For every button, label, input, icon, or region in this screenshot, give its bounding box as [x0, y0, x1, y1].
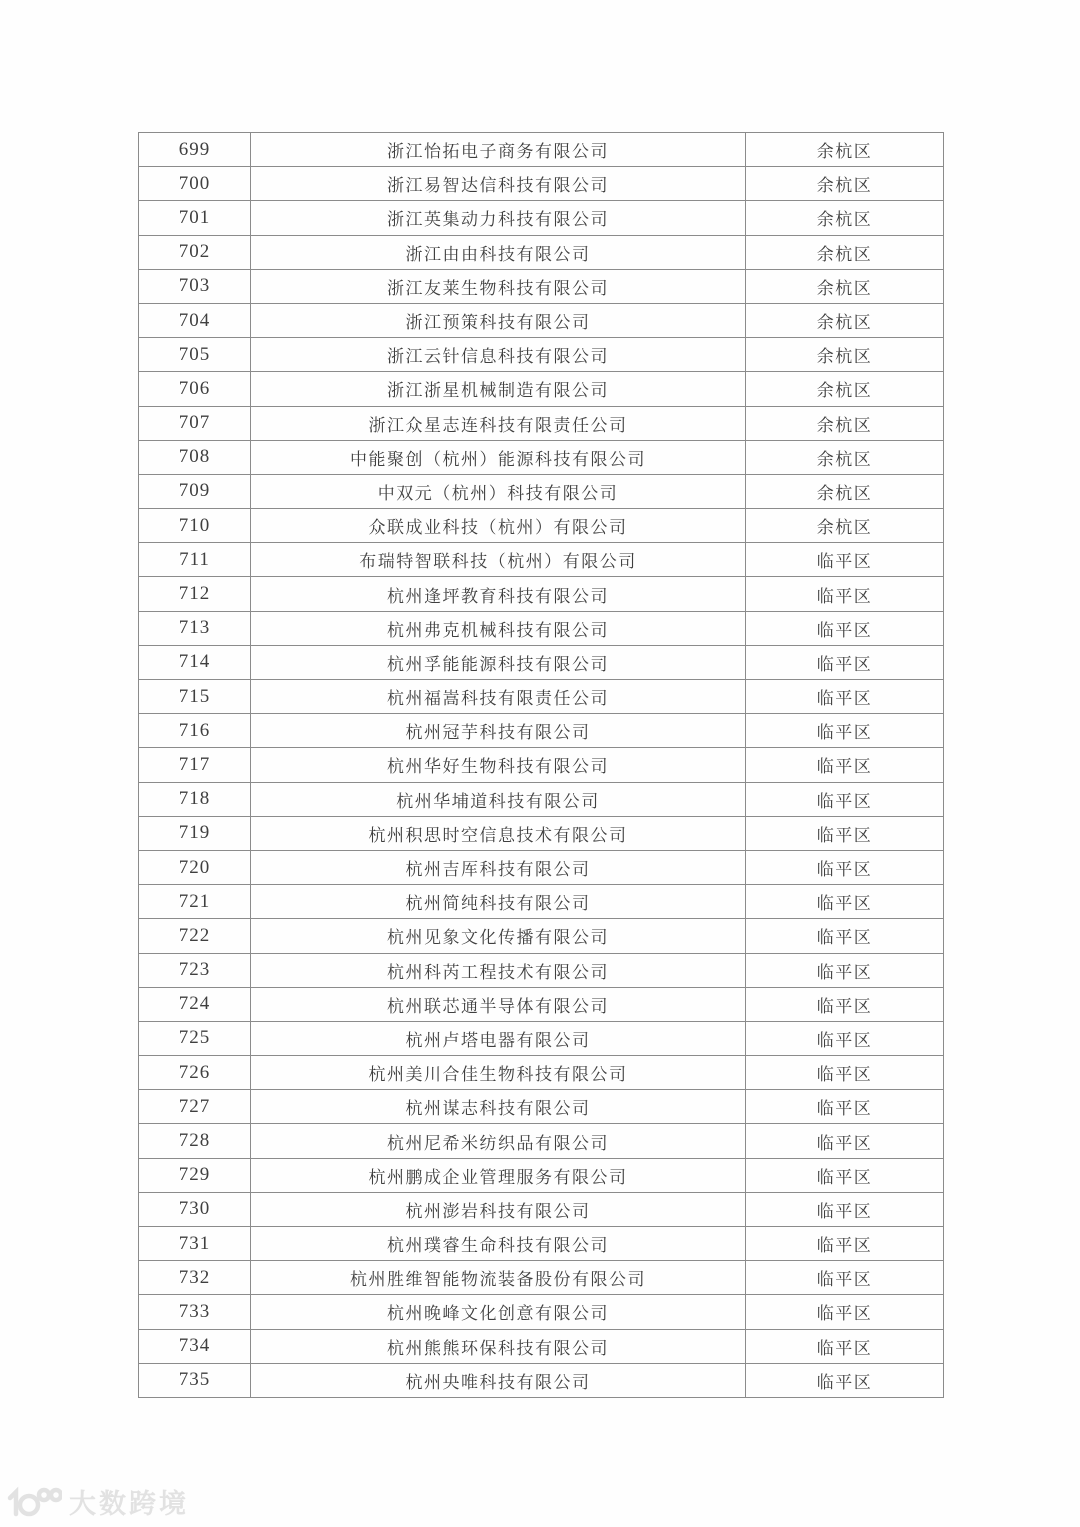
company-name-cell: 杭州简纯科技有限公司 [251, 885, 746, 919]
district-cell: 临平区 [746, 1363, 944, 1397]
table-row [139, 1192, 944, 1226]
table-row [139, 269, 944, 303]
table-row [139, 303, 944, 337]
row-number-cell: 705 [139, 338, 251, 372]
district-cell: 临平区 [746, 577, 944, 611]
company-table [138, 132, 944, 1398]
watermark-text: 大数跨境 [69, 1489, 189, 1519]
table-row [139, 680, 944, 714]
company-name-cell: 杭州联芯通半导体有限公司 [251, 987, 746, 1021]
district-cell: 临平区 [746, 885, 944, 919]
company-name-cell: 杭州晚峰文化创意有限公司 [251, 1295, 746, 1329]
company-name-cell: 杭州尼希米纺织品有限公司 [251, 1124, 746, 1158]
table-row [139, 1295, 944, 1329]
district-cell: 临平区 [746, 919, 944, 953]
table-row [139, 577, 944, 611]
district-cell: 余杭区 [746, 372, 944, 406]
table-row [139, 201, 944, 235]
table-row [139, 1056, 944, 1090]
district-cell: 余杭区 [746, 167, 944, 201]
dashu-kuajing-logo-icon [6, 1484, 62, 1520]
district-cell: 临平区 [746, 953, 944, 987]
table-row [139, 645, 944, 679]
row-number-cell: 732 [139, 1261, 251, 1295]
row-number-cell: 716 [139, 714, 251, 748]
company-name-cell: 杭州冠芋科技有限公司 [251, 714, 746, 748]
table-row [139, 987, 944, 1021]
row-number-cell: 725 [139, 1021, 251, 1055]
row-number-cell: 722 [139, 919, 251, 953]
row-number-cell: 735 [139, 1363, 251, 1397]
district-cell: 临平区 [746, 1192, 944, 1226]
row-number-cell: 729 [139, 1158, 251, 1192]
district-cell: 临平区 [746, 1295, 944, 1329]
table-row [139, 1090, 944, 1124]
company-name-cell: 杭州福嵩科技有限责任公司 [251, 680, 746, 714]
company-name-cell: 浙江由由科技有限公司 [251, 235, 746, 269]
row-number-cell: 706 [139, 372, 251, 406]
district-cell: 余杭区 [746, 133, 944, 167]
district-cell: 临平区 [746, 850, 944, 884]
company-name-cell: 众联成业科技（杭州）有限公司 [251, 509, 746, 543]
table-row [139, 1261, 944, 1295]
district-cell: 临平区 [746, 543, 944, 577]
company-table-body [139, 133, 944, 1398]
district-cell: 临平区 [746, 611, 944, 645]
row-number-cell: 699 [139, 133, 251, 167]
table-row [139, 1363, 944, 1397]
table-row [139, 1329, 944, 1363]
row-number-cell: 714 [139, 645, 251, 679]
district-cell: 临平区 [746, 748, 944, 782]
district-cell: 临平区 [746, 1021, 944, 1055]
table-row [139, 611, 944, 645]
table-row [139, 406, 944, 440]
company-name-cell: 杭州胜维智能物流装备股份有限公司 [251, 1261, 746, 1295]
table-row [139, 1021, 944, 1055]
district-cell: 临平区 [746, 1158, 944, 1192]
row-number-cell: 723 [139, 953, 251, 987]
company-name-cell: 浙江云针信息科技有限公司 [251, 338, 746, 372]
row-number-cell: 704 [139, 303, 251, 337]
district-cell: 临平区 [746, 714, 944, 748]
row-number-cell: 712 [139, 577, 251, 611]
company-name-cell: 杭州谋志科技有限公司 [251, 1090, 746, 1124]
table-row [139, 885, 944, 919]
row-number-cell: 715 [139, 680, 251, 714]
table-row [139, 782, 944, 816]
district-cell: 临平区 [746, 816, 944, 850]
company-name-cell: 杭州美川合佳生物科技有限公司 [251, 1056, 746, 1090]
table-row [139, 850, 944, 884]
table-row [139, 372, 944, 406]
table-row [139, 235, 944, 269]
row-number-cell: 713 [139, 611, 251, 645]
company-name-cell: 杭州央唯科技有限公司 [251, 1363, 746, 1397]
table-row [139, 816, 944, 850]
company-name-cell: 杭州逢坪教育科技有限公司 [251, 577, 746, 611]
district-cell: 余杭区 [746, 474, 944, 508]
company-name-cell: 杭州吉厍科技有限公司 [251, 850, 746, 884]
district-cell: 临平区 [746, 680, 944, 714]
row-number-cell: 730 [139, 1192, 251, 1226]
table-row [139, 440, 944, 474]
company-name-cell: 杭州弗克机械科技有限公司 [251, 611, 746, 645]
row-number-cell: 702 [139, 235, 251, 269]
company-name-cell: 杭州熊熊环保科技有限公司 [251, 1329, 746, 1363]
district-cell: 临平区 [746, 987, 944, 1021]
company-name-cell: 中双元（杭州）科技有限公司 [251, 474, 746, 508]
row-number-cell: 717 [139, 748, 251, 782]
table-row [139, 509, 944, 543]
district-cell: 余杭区 [746, 440, 944, 474]
table-row [139, 474, 944, 508]
company-name-cell: 布瑞特智联科技（杭州）有限公司 [251, 543, 746, 577]
row-number-cell: 700 [139, 167, 251, 201]
district-cell: 余杭区 [746, 269, 944, 303]
row-number-cell: 701 [139, 201, 251, 235]
table-row [139, 338, 944, 372]
district-cell: 余杭区 [746, 201, 944, 235]
district-cell: 余杭区 [746, 338, 944, 372]
district-cell: 临平区 [746, 1056, 944, 1090]
table-row [139, 1227, 944, 1261]
watermark [6, 1482, 189, 1521]
table-row [139, 543, 944, 577]
company-name-cell: 杭州卢塔电器有限公司 [251, 1021, 746, 1055]
district-cell: 临平区 [746, 1090, 944, 1124]
company-name-cell: 中能聚创（杭州）能源科技有限公司 [251, 440, 746, 474]
company-name-cell: 杭州积思时空信息技术有限公司 [251, 816, 746, 850]
company-name-cell: 浙江易智达信科技有限公司 [251, 167, 746, 201]
district-cell: 临平区 [746, 645, 944, 679]
row-number-cell: 718 [139, 782, 251, 816]
table-row [139, 1124, 944, 1158]
district-cell: 余杭区 [746, 509, 944, 543]
row-number-cell: 724 [139, 987, 251, 1021]
district-cell: 余杭区 [746, 406, 944, 440]
row-number-cell: 731 [139, 1227, 251, 1261]
district-cell: 临平区 [746, 1124, 944, 1158]
row-number-cell: 711 [139, 543, 251, 577]
company-name-cell: 浙江预策科技有限公司 [251, 303, 746, 337]
table-row [139, 919, 944, 953]
table-row [139, 748, 944, 782]
row-number-cell: 727 [139, 1090, 251, 1124]
company-name-cell: 杭州华埔道科技有限公司 [251, 782, 746, 816]
company-name-cell: 杭州华好生物科技有限公司 [251, 748, 746, 782]
company-name-cell: 浙江英集动力科技有限公司 [251, 201, 746, 235]
district-cell: 临平区 [746, 1261, 944, 1295]
row-number-cell: 734 [139, 1329, 251, 1363]
row-number-cell: 709 [139, 474, 251, 508]
table-row [139, 133, 944, 167]
company-name-cell: 浙江众星志连科技有限责任公司 [251, 406, 746, 440]
district-cell: 临平区 [746, 1329, 944, 1363]
row-number-cell: 726 [139, 1056, 251, 1090]
row-number-cell: 728 [139, 1124, 251, 1158]
row-number-cell: 710 [139, 509, 251, 543]
company-name-cell: 杭州科芮工程技术有限公司 [251, 953, 746, 987]
district-cell: 临平区 [746, 782, 944, 816]
company-name-cell: 杭州澎岩科技有限公司 [251, 1192, 746, 1226]
district-cell: 余杭区 [746, 235, 944, 269]
company-name-cell: 杭州鹏成企业管理服务有限公司 [251, 1158, 746, 1192]
company-name-cell: 浙江怡拓电子商务有限公司 [251, 133, 746, 167]
row-number-cell: 708 [139, 440, 251, 474]
row-number-cell: 719 [139, 816, 251, 850]
company-name-cell: 杭州见象文化传播有限公司 [251, 919, 746, 953]
company-name-cell: 杭州孚能能源科技有限公司 [251, 645, 746, 679]
table-row [139, 1158, 944, 1192]
row-number-cell: 707 [139, 406, 251, 440]
row-number-cell: 703 [139, 269, 251, 303]
row-number-cell: 721 [139, 885, 251, 919]
row-number-cell: 733 [139, 1295, 251, 1329]
company-name-cell: 杭州璞睿生命科技有限公司 [251, 1227, 746, 1261]
table-row [139, 953, 944, 987]
row-number-cell: 720 [139, 850, 251, 884]
district-cell: 余杭区 [746, 303, 944, 337]
table-row [139, 714, 944, 748]
district-cell: 临平区 [746, 1227, 944, 1261]
table-row [139, 167, 944, 201]
company-name-cell: 浙江友莱生物科技有限公司 [251, 269, 746, 303]
company-name-cell: 浙江浙星机械制造有限公司 [251, 372, 746, 406]
